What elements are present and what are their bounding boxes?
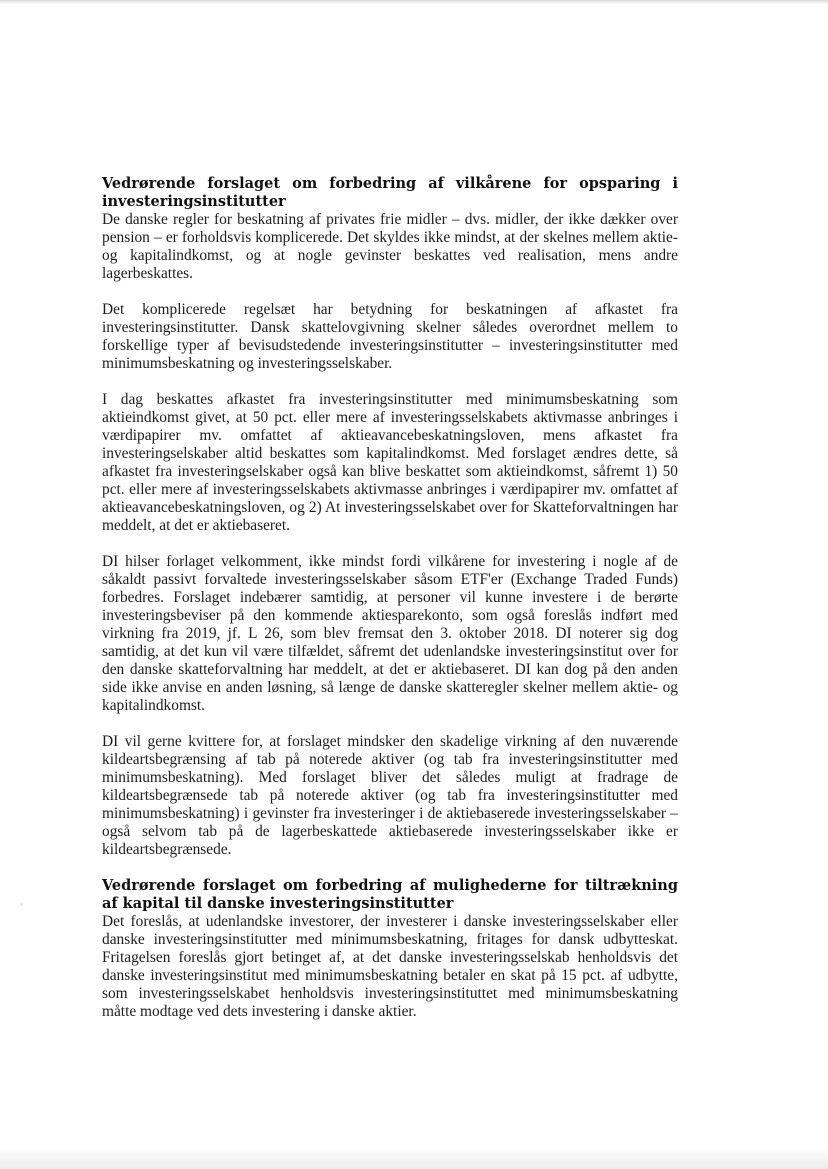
- document-body: [102, 175, 678, 1039]
- page-top-edge: [0, 0, 828, 4]
- paragraph-loss-limitation: DI vil gerne kvittere for, at forslaget mindsker den skadelige virkning af den nuværende kildeartsbegrænsing af tab på noterede aktiver (og tab fra investeringsinstitutter med minimumsbeskatning). Med forslaget bliver det således muligt at fradrage de kildeartsbegrænsede tab på noterede aktiver (og tab fra investeringsinstitutter med minimumsbeskatning) i gevinster fra investeringer i de aktiebaserede investeringsselskaber – også selvom tab på de lagerbeskattede aktiebaserede investeringsselskaber ikke er kildeartsbegrænsede.: [102, 733, 678, 858]
- paragraph-complex-rules: Det komplicerede regelsæt har betydning for beskatningen af afkastet fra investeringsinstitutter. Dansk skattelovgivning skelner således overordnet mellem to forskellige typer af bevisudstedende investeringsinstitutter – investeringsinstitutter med minimumsbeskatning og investeringsselskaber.: [102, 301, 678, 372]
- paragraph-foreign-investors: Det foreslås, at udenlandske investorer, der investerer i danske investeringsselskaber eller danske investeringsinstitutter med minimumsbeskatning, fritages for dansk udbytteskat. Fritagelsen foreslås gjort betinget af, at det danske investeringsselskab henholdsvis det danske investeringsinstitut med minimumsbeskatning betaler en skat på 15 pct. af udbytte, som investeringsselskabet henholdsvis investeringsinstituttet med minimumsbeskatning måtte modtage ved dets investering i danske aktier.: [102, 913, 678, 1020]
- section-heading-capital: Vedrørende forslaget om forbedring af mulighederne for tiltrækning af kapital til danske investeringsinstitutter: [102, 877, 678, 912]
- paragraph-di-welcomes: DI hilser forlaget velkomment, ikke mindst fordi vilkårene for investering i nogle af de såkaldt passivt forvaltede investeringsselskaber såsom ETF'er (Exchange Traded Funds) forbedres. Forslaget indebærer samtidig, at personer vil kunne investere i de berørte investeringsbeviser på den kommende aktiesparekonto, som også foreslås indført med virkning fra 2019, jf. L 26, som blev fremsat den 3. oktober 2018. DI noterer sig dog samtidig, at det kun vil være tilfældet, såfremt det udenlandske investeringsinstitut over for den danske skatteforvaltning har meddelt, at det er aktiebaseret. DI kan dog på den anden side ikke anvise en anden løsning, så længe de danske skatteregler skelner mellem aktie- og kapitalindkomst.: [102, 553, 678, 714]
- scan-speck: [20, 903, 23, 906]
- page-bottom-edge: [0, 1147, 828, 1169]
- section-heading-savings: Vedrørende forslaget om forbedring af vilkårene for opsparing i investeringsinstitutter: [102, 175, 678, 210]
- paragraph-taxation-rules: De danske regler for beskatning af privates frie midler – dvs. midler, der ikke dækker over pension – er forholdsvis komplicerede. Det skyldes ikke mindst, at der skelnes mellem aktie- og kapitalindkomst, og at nogle gevinster beskattes ved realisation, mens andre lagerbeskattes.: [102, 211, 678, 282]
- paragraph-current-taxation: I dag beskattes afkastet fra investeringsinstitutter med minimumsbeskatning som aktieindkomst givet, at 50 pct. eller mere af investeringsselskabets aktivmasse anbringes i værdipapirer mv. omfattet af aktieavancebeskatningsloven, mens afkastet fra investeringselskaber altid beskattes som kapitalindkomst. Med forslaget ændres dette, så afkastet fra investeringselskaber også kan blive beskattet som aktieindkomst, såfremt 1) 50 pct. eller mere af investeringsselskabets aktivmasse anbringes i værdipapirer mv. omfattet af aktieavancebeskatningsloven, og 2) At investeringsselskabet over for Skatteforvaltningen har meddelt, at det er aktiebaseret.: [102, 391, 678, 534]
